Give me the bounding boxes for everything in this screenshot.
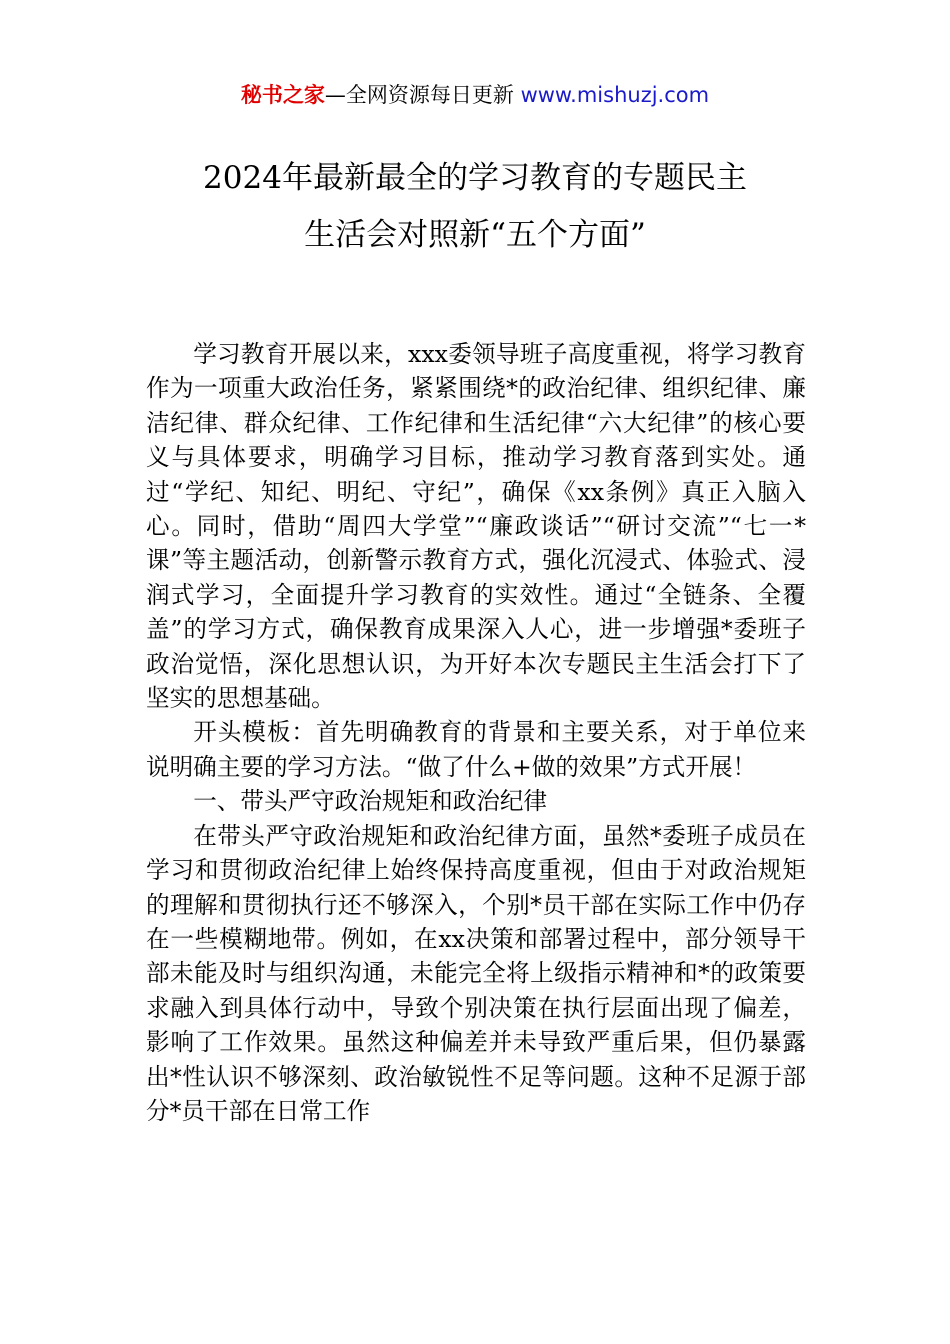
document-title-line-2: 生活会对照新“五个方面” <box>304 217 646 253</box>
document-title-line-1: 2024年最新最全的学习教育的专题民主 <box>203 160 747 196</box>
document-title <box>120 150 830 264</box>
intro-paragraph: 学习教育开展以来，xxx委领导班子高度重视，将学习教育作为一项重大政治任务，紧紧围绕*的政治纪律、组织纪律、廉洁纪律、群众纪律、工作纪律和生活纪律“六大纪律”的核心要义与具体要求，明确学习目标，推动学习教育落到实处。通过“学纪、知纪、明纪、守纪”，确保《xx条例》真正入脑入心。同时，借助“周四大学堂”“廉政谈话”“研讨交流”“七一*课”等主题活动，创新警示教育方式，强化沉浸式、体验式、浸润式学习，全面提升学习教育的实效性。通过“全链条、全覆盖”的学习方式，确保教育成果深入人心，进一步增强*委班子政治觉悟，深化思想认识，为开好本次专题民主生活会打下了坚实的思想基础。 <box>146 340 806 713</box>
section-heading-1: 一、带头严守政治规矩和政治纪律 <box>193 787 548 816</box>
section-1-paragraph: 在带头严守政治规矩和政治纪律方面，虽然*委班子成员在学习和贯彻政治纪律上始终保持高度重视，但由于对政治规矩的理解和贯彻执行还不够深入，个别*员干部在实际工作中仍存在一些模糊地带。例如，在xx决策和部署过程中，部分领导干部未能及时与组织沟通，未能完全将上级指示精神和*的政策要求融入到具体行动中，导致个别决策在执行层面出现了偏差，影响了工作效果。虽然这种偏差并未导致严重后果，但仍暴露出*性认识不够深刻、政治敏锐性不足等问题。这种不足源于部分*员干部在日常工作 <box>146 821 806 1125</box>
template-note-paragraph: 开头模板：首先明确教育的背景和主要关系，对于单位来说明确主要的学习方法。“做了什么+做的效果”方式开展！ <box>146 718 806 781</box>
site-url-link[interactable]: www.mishuzj.com <box>520 83 710 107</box>
document-body <box>146 337 806 1128</box>
page-header <box>0 80 950 110</box>
site-slogan: —全网资源每日更新 <box>324 83 521 107</box>
site-name: 秘书之家 <box>240 83 325 107</box>
